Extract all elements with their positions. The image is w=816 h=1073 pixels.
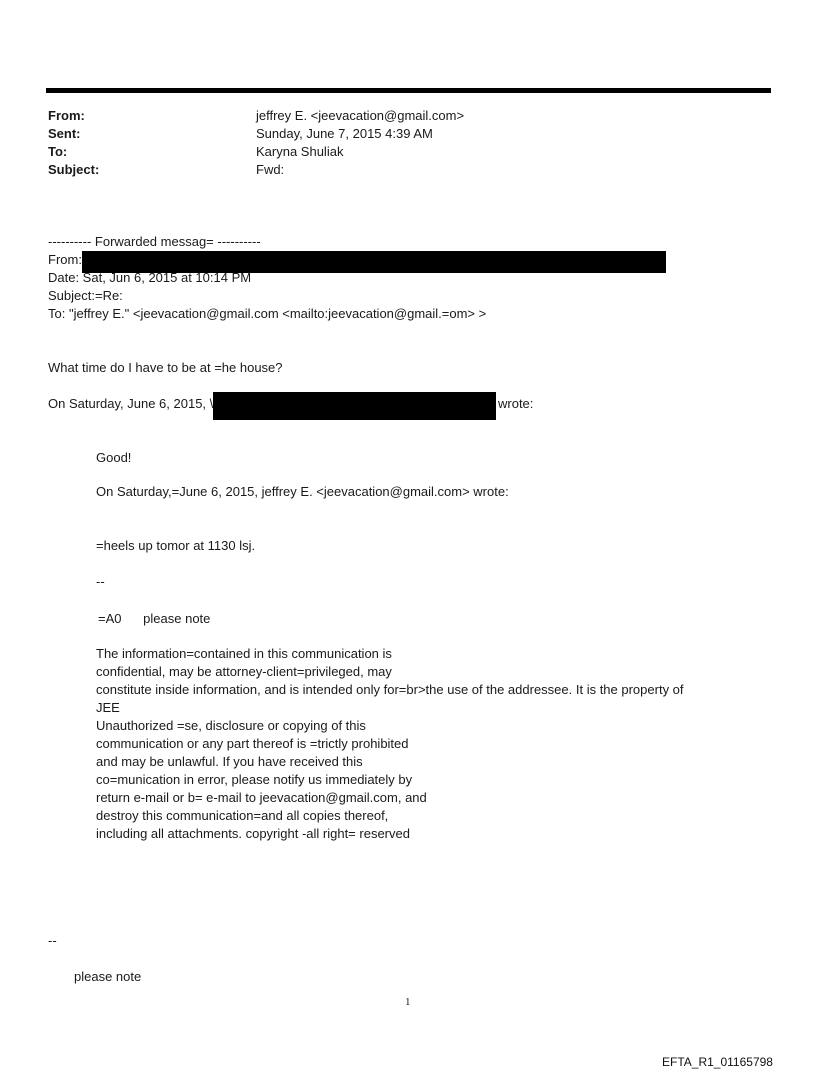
disclaimer-line: JEE xyxy=(96,700,120,715)
forwarded-to: To: "jeffrey E." <jeevacation@gmail.com <mailto:jeevacation@gmail.=om> > xyxy=(48,306,487,321)
disclaimer-line: return e-mail or b= e-mail to jeevacation@gmail.com, and xyxy=(96,790,427,805)
disclaimer-line: constitute inside information, and is intended only for=br>the use of the addressee. It is the property of xyxy=(96,682,684,697)
disclaimer-line: destroy this communication=and all copies thereof, xyxy=(96,808,389,823)
footer-please-note: please note xyxy=(74,969,142,984)
from-value: jeffrey E. <jeevacation@gmail.com> xyxy=(256,108,465,123)
disclaimer-line: and may be unlawful. If you have received this xyxy=(96,754,363,769)
disclaimer-line: Unauthorized =se, disclosure or copying of this xyxy=(96,718,366,733)
from-label: From: xyxy=(48,108,85,123)
redaction-bar xyxy=(213,392,496,420)
to-value: Karyna Shuliak xyxy=(256,144,344,159)
document-id: EFTA_R1_01165798 xyxy=(662,1055,773,1069)
header-rule xyxy=(46,88,771,93)
subject-label: Subject: xyxy=(48,162,100,177)
wrote-suffix: wrote: xyxy=(498,396,534,411)
forwarded-date: Date: Sat, Jun 6, 2015 at 10:14 PM xyxy=(48,270,252,285)
forwarded-subject: Subject:=Re: xyxy=(48,288,123,303)
sent-value: Sunday, June 7, 2015 4:39 AM xyxy=(256,126,433,141)
page-number: 1 xyxy=(405,996,411,1008)
quote-good: Good! xyxy=(96,450,132,465)
body-question: What time do I have to be at =he house? xyxy=(48,360,283,375)
to-label: To: xyxy=(48,144,68,159)
disclaimer-line: confidential, may be attorney-client=privileged, may xyxy=(96,664,392,679)
disclaimer-line: including all attachments. copyright -all right= reserved xyxy=(96,826,410,841)
quote-dashes: -- xyxy=(96,574,105,589)
quote-wrote-line: On Saturday,=June 6, 2015, jeffrey E. <jeevacation@gmail.com> wrote: xyxy=(96,484,509,499)
disclaimer-line: The information=contained in this communication is xyxy=(96,646,392,661)
disclaimer-line: communication or any part thereof is =trictly prohibited xyxy=(96,736,409,751)
subject-value: Fwd: xyxy=(256,162,285,177)
disclaimer-line: co=munication in error, please notify us immediately by xyxy=(96,772,413,787)
sent-label: Sent: xyxy=(48,126,81,141)
forwarded-banner: ---------- Forwarded messag= ---------- xyxy=(48,234,261,249)
quote-wheels-line: =heels up tomor at 1130 lsj. xyxy=(96,538,256,553)
wrote-prefix: On Saturday, June 6, 2015, \ xyxy=(48,396,214,411)
forwarded-from: From: xyxy=(48,252,82,267)
footer-dashes: -- xyxy=(48,933,57,948)
quote-please-note: =A0 please note xyxy=(98,611,211,626)
